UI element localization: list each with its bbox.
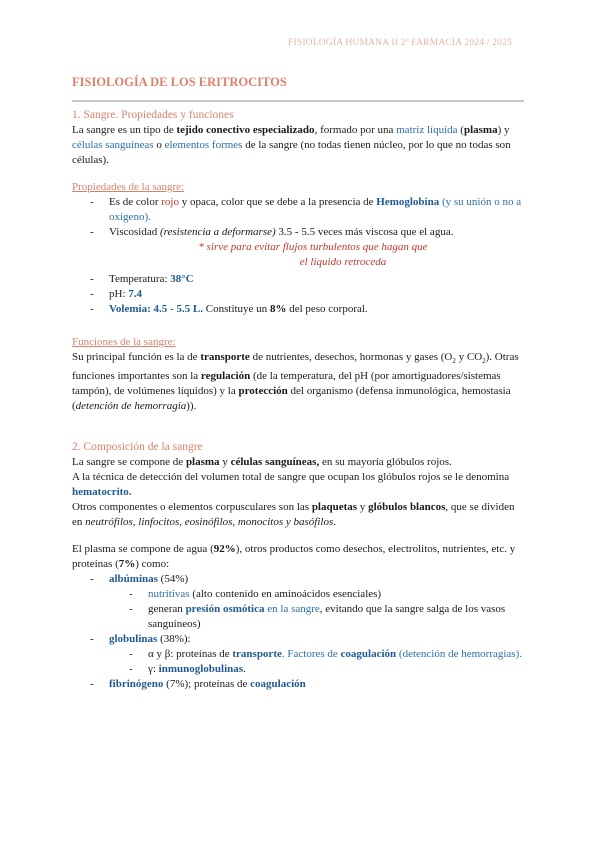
intro-paragraph: La sangre es un tipo de tejido conectivo especializado, formado por una matriz líquida (plasma) y células sanguíneas o elementos formes de la sangre (no todas tienen núcleo, por lo que no todas son células). <box>72 124 511 166</box>
list-item: - α y β: proteínas de transporte. Factores de coagulación (detención de hemorragias). <box>109 647 524 662</box>
list-item: - globulinas (38%): - α y β: proteínas de transporte. Factores de coagulación (detención de hemorragias). - γ: inmunoglobulinas. <box>72 632 524 677</box>
page-header: FISIOLOGÍA HUMANA II 2º FARMACIA 2024 / 2025 <box>287 38 512 48</box>
list-item: - nutritivas (alto contenido en aminoácidos esenciales) <box>109 587 524 602</box>
composition-paragraph-3: Otros componentes o elementos corpusculares son las plaquetas y glóbulos blancos, que se dividen en neutrófilos, linfocitos, eosinófilos, monocitos y basófilos. <box>72 501 515 529</box>
functions-paragraph: Su principal función es la de transporte de nutrientes, desechos, hormonas y gases ($O_2$ y $CO_2$). Otras funciones importantes son la regulación (de la temperatura, del pH (por amortiguadores/sistemas tampón), de volúmenes líquidos) y la protección del organismo (defensa inmunológica, hemostasia (detención de hemorragia)). <box>72 351 519 413</box>
viscosity-note-2: el líquido retroceda <box>299 256 387 268</box>
plasma-paragraph: El plasma se compone de agua (92%), otros productos como desechos, electrolitos, nutrientes, etc. y proteínas (7%) como: <box>72 543 516 571</box>
list-item: - Es de color rojo y opaca, color que se debe a la presencia de Hemoglobina (y su unión o no a oxígeno). <box>72 195 524 225</box>
properties-heading: Propiedades de la sangre: <box>72 181 185 193</box>
functions-heading: Funciones de la sangre: <box>72 336 176 348</box>
composition-paragraph-1: La sangre se compone de plasma y células sanguíneas, en su mayoría glóbulos rojos. <box>72 456 452 469</box>
list-item: - Temperatura: 38°C <box>72 272 524 287</box>
section-1-heading: 1. Sangre. Propiedades y funciones <box>72 109 234 121</box>
list-item: - Volemia: 4.5 - 5.5 L. Constituye un 8% del peso corporal. <box>72 302 524 317</box>
list-item: - γ: inmunoglobulinas. <box>109 662 524 677</box>
viscosity-note-1: * sirve para evitar flujos turbulentos que hagan que <box>198 241 428 253</box>
properties-list-2 <box>72 272 524 317</box>
section-2-heading: 2. Composición de la sangre <box>72 441 203 454</box>
composition-paragraph-2: A la técnica de detección del volumen total de sangre que ocupan los glóbulos rojos se le denomina hematocrito. <box>72 471 510 499</box>
list-item: - generan presión osmótica en la sangre, evitando que la sangre salga de los vasos sanguíneos) <box>109 602 524 632</box>
properties-list <box>72 195 524 240</box>
list-item: - pH: 7.4 <box>72 287 524 302</box>
list-item: - Viscosidad (resistencia a deformarse) 3.5 - 5.5 veces más viscosa que el agua. <box>72 225 524 240</box>
list-item: - albúminas (54%) - nutritivas (alto contenido en aminoácidos esenciales) - generan presión osmótica en la sangre, evitando que la sangre salga de los vasos sanguíneos) <box>72 572 524 632</box>
title-divider <box>72 100 524 102</box>
list-item: - fibrinógeno (7%); proteínas de coagulación <box>72 677 524 692</box>
document-body <box>72 108 524 692</box>
document-title: FISIOLOGÍA DE LOS ERITROCITOS <box>72 75 287 89</box>
plasma-proteins-list <box>72 572 524 692</box>
